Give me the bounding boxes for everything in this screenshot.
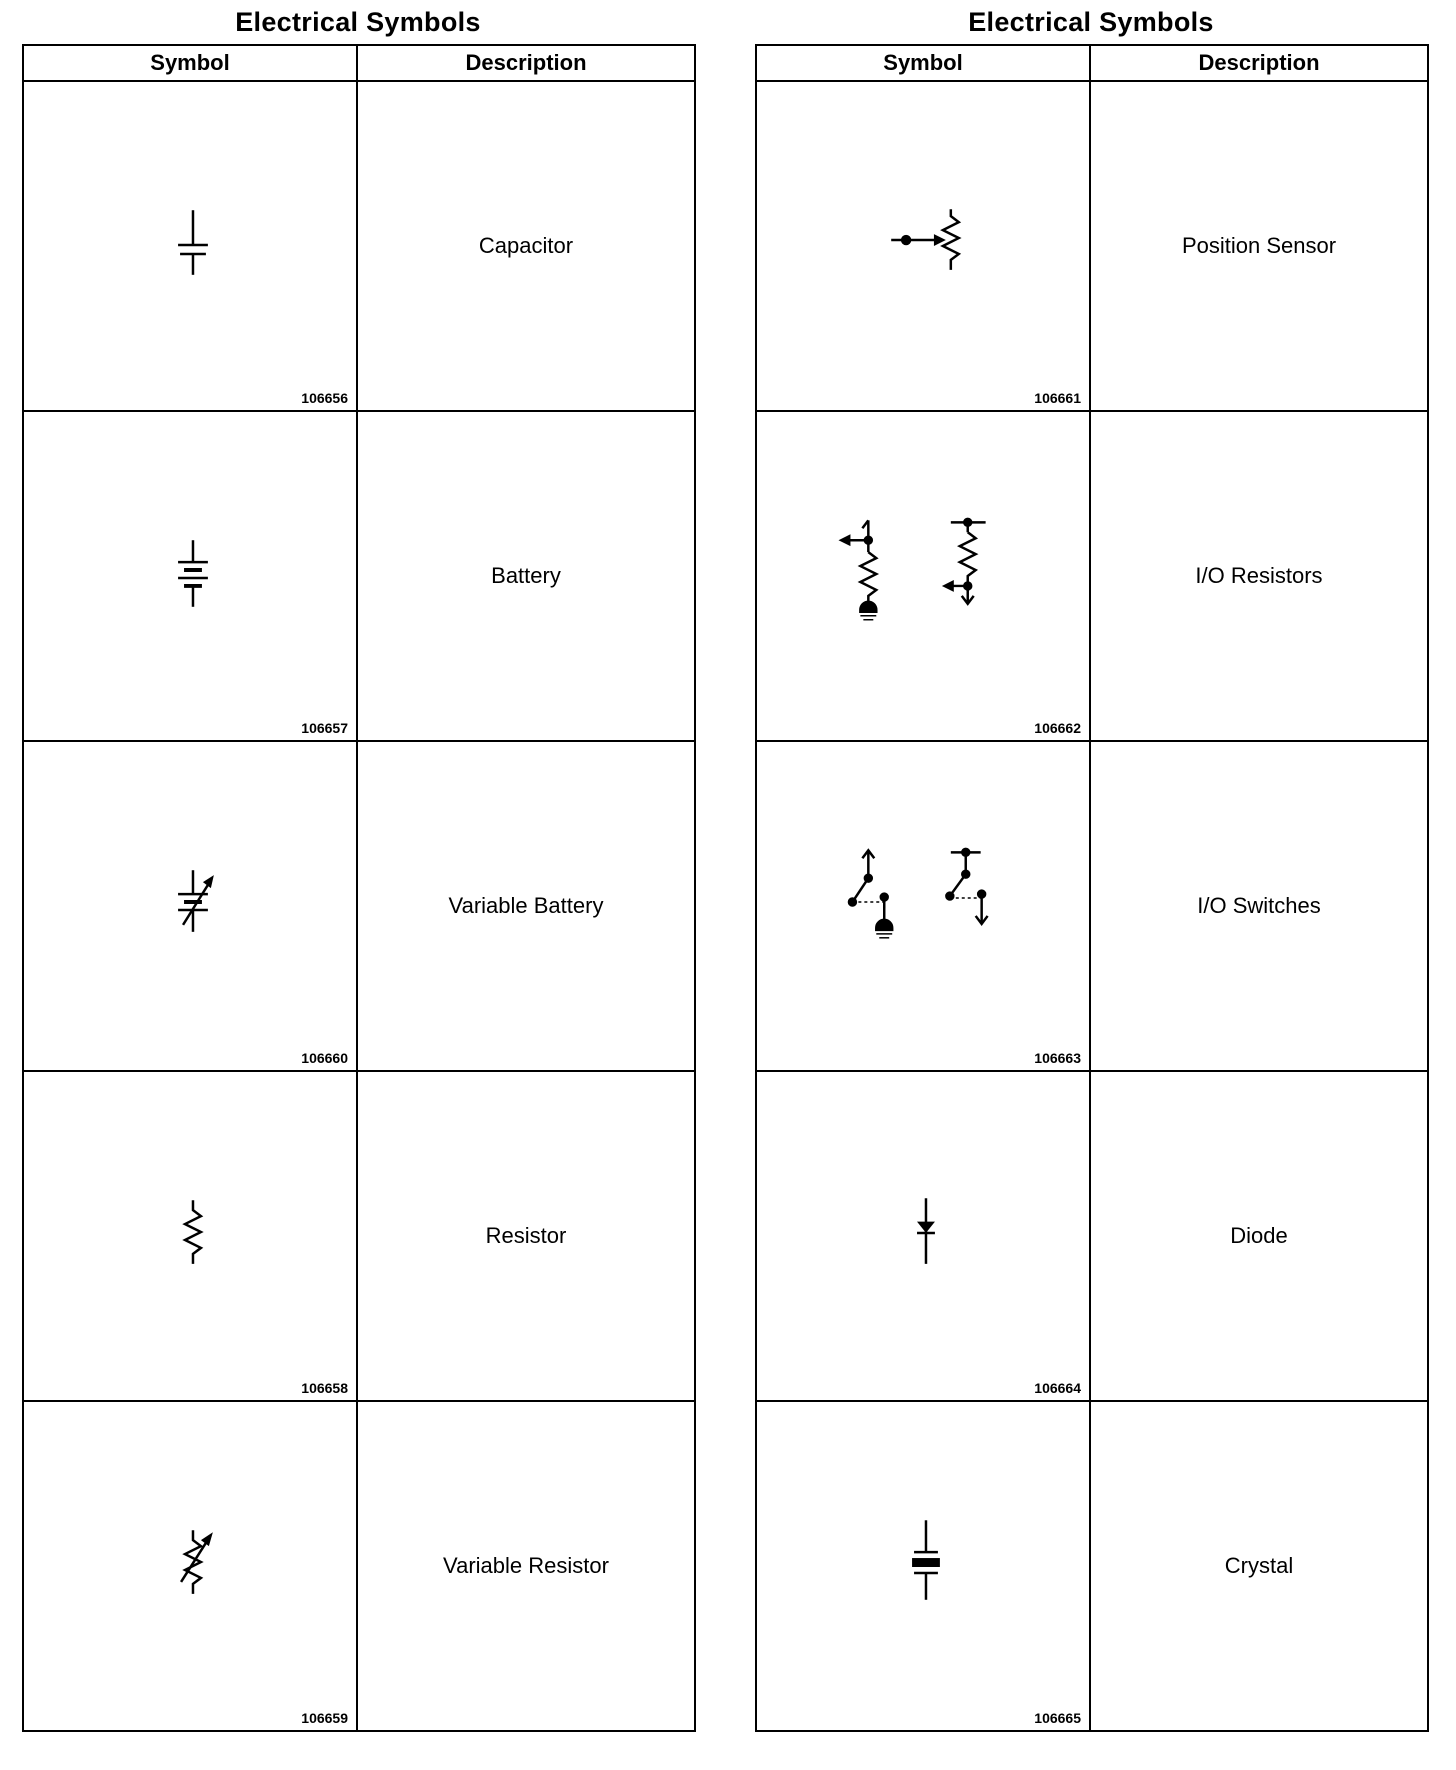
- table-row: [23, 81, 695, 411]
- figure-number: 106657: [301, 720, 348, 736]
- battery-icon: [24, 412, 356, 740]
- left-symbols-panel: [22, 0, 694, 1732]
- table-row: [756, 741, 1428, 1071]
- variable-battery-icon: [24, 742, 356, 1070]
- table-header-row: [756, 45, 1428, 81]
- symbol-column-header: Symbol: [756, 45, 1090, 81]
- io-resistors-icon: [757, 412, 1089, 740]
- description-cell: Crystal: [1090, 1401, 1428, 1731]
- figure-number: 106662: [1034, 720, 1081, 736]
- table-row: [756, 411, 1428, 741]
- description-cell: Variable Battery: [357, 741, 695, 1071]
- panel-title: Electrical Symbols: [235, 7, 481, 37]
- io-switches-icon: [757, 742, 1089, 1070]
- figure-number: 106660: [301, 1050, 348, 1066]
- description-column-header: Description: [357, 45, 695, 81]
- symbol-cell: [756, 81, 1090, 411]
- description-cell: Capacitor: [357, 81, 695, 411]
- figure-number: 106658: [301, 1380, 348, 1396]
- table-row: [23, 411, 695, 741]
- description-cell: Resistor: [357, 1071, 695, 1401]
- description-cell: Diode: [1090, 1071, 1428, 1401]
- figure-number: 106665: [1034, 1710, 1081, 1726]
- variable-resistor-icon: [24, 1402, 356, 1730]
- table-row: [23, 1401, 695, 1731]
- figure-number: 106659: [301, 1710, 348, 1726]
- figure-number: 106661: [1034, 390, 1081, 406]
- symbol-cell: [23, 411, 357, 741]
- figure-number: 106664: [1034, 1380, 1081, 1396]
- symbol-cell: [756, 1401, 1090, 1731]
- symbols-table: [755, 44, 1429, 1732]
- table-row: [23, 741, 695, 1071]
- position-sensor-icon: [757, 82, 1089, 410]
- description-cell: Variable Resistor: [357, 1401, 695, 1731]
- symbol-cell: [23, 741, 357, 1071]
- table-row: [756, 1401, 1428, 1731]
- symbol-cell: [756, 741, 1090, 1071]
- symbols-table: [22, 44, 696, 1732]
- description-cell: I/O Resistors: [1090, 411, 1428, 741]
- symbol-cell: [23, 81, 357, 411]
- table-row: [756, 81, 1428, 411]
- description-cell: Position Sensor: [1090, 81, 1428, 411]
- right-symbols-panel: [755, 0, 1427, 1732]
- symbol-cell: [756, 411, 1090, 741]
- resistor-icon: [24, 1072, 356, 1400]
- table-row: [756, 1071, 1428, 1401]
- symbol-cell: [23, 1071, 357, 1401]
- table-header-row: [23, 45, 695, 81]
- figure-number: 106656: [301, 390, 348, 406]
- description-column-header: Description: [1090, 45, 1428, 81]
- symbol-cell: [756, 1071, 1090, 1401]
- symbol-column-header: Symbol: [23, 45, 357, 81]
- description-cell: Battery: [357, 411, 695, 741]
- panel-title: Electrical Symbols: [968, 7, 1214, 37]
- crystal-icon: [757, 1402, 1089, 1730]
- table-row: [23, 1071, 695, 1401]
- description-cell: I/O Switches: [1090, 741, 1428, 1071]
- diode-icon: [757, 1072, 1089, 1400]
- figure-number: 106663: [1034, 1050, 1081, 1066]
- capacitor-icon: [24, 82, 356, 410]
- symbol-cell: [23, 1401, 357, 1731]
